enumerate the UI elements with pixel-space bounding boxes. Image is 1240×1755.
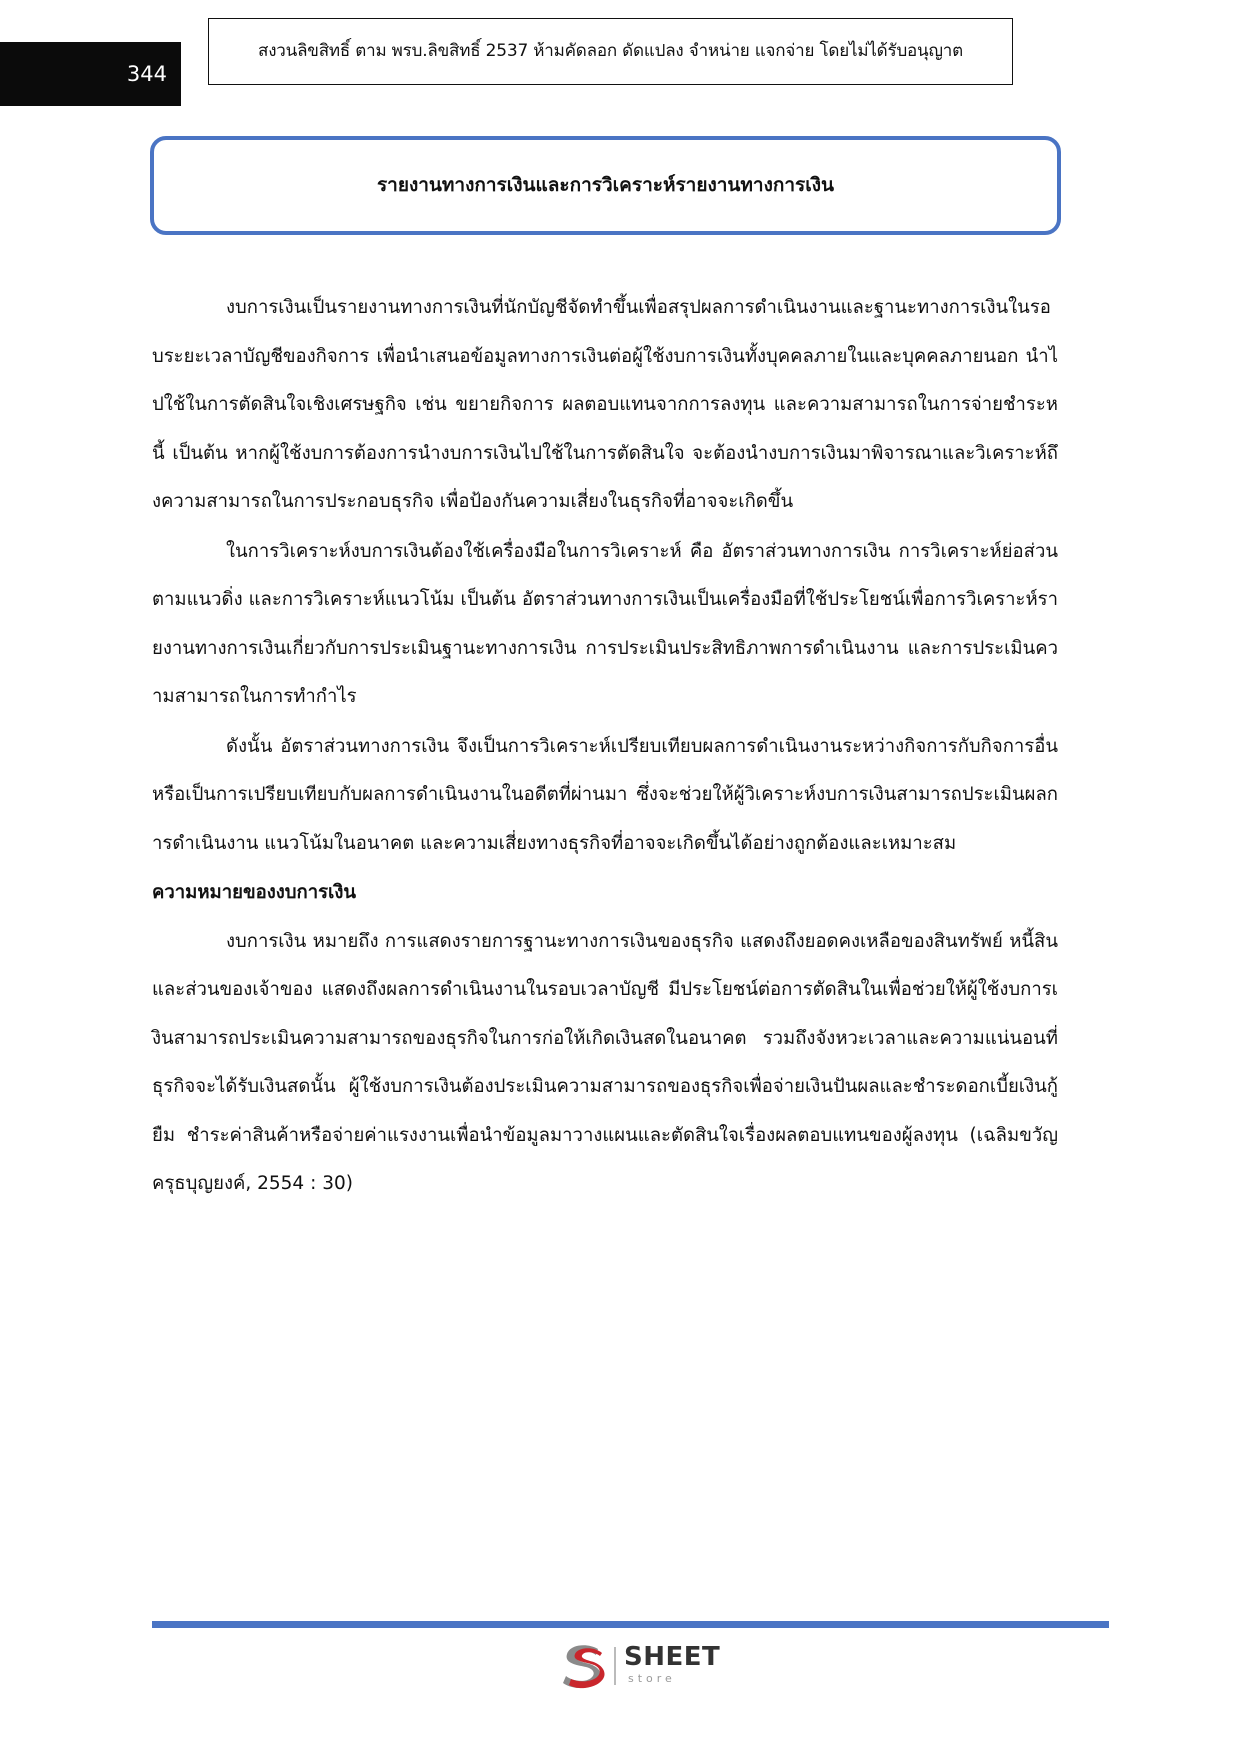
logo-name: SHEET [624, 1642, 721, 1672]
copyright-notice: สงวนลิขสิทธิ์ ตาม พรบ.ลิขสิทธิ์ 2537 ห้ามคัดลอก ดัดแปลง จำหน่าย แจกจ่าย โดยไม่ได้รับอนุญาต [208, 18, 1013, 85]
document-body [152, 284, 1058, 1210]
sheet-s-icon [558, 1641, 610, 1691]
section-heading: ความหมายของงบการเงิน [152, 882, 357, 903]
footer-divider [152, 1621, 1109, 1628]
page-number: 344 [0, 42, 181, 106]
logo-subtitle: store [628, 1672, 676, 1685]
chapter-title: รายงานทางการเงินและการวิเคราะห์รายงานทางการเงิน [150, 136, 1061, 235]
paragraph-intro: งบการเงินเป็นรายงานทางการเงินที่นักบัญชีจัดทำขึ้นเพื่อสรุปผลการดำเนินงานและฐานะทางการเงินในรอบระยะเวลาบัญชีของกิจการ เพื่อนำเสนอข้อมูลทางการเงินต่อผู้ใช้งบการเงินทั้งบุคคลภายในและบุคคลภายนอก นำไปใช้ในการตัดสินใจเชิงเศรษฐกิจ เช่น ขยายกิจการ ผลตอบแทนจากการลงทุน และความสามารถในการจ่ายชำระหนี้ เป็นต้น หากผู้ใช้งบการต้องการนำงบการเงินไปใช้ในการตัดสินใจ จะต้องนำงบการเงินมาพิจารณาและวิเคราะห์ถึงความสามารถในการประกอบธุรกิจ เพื่อป้องกันความเสี่ยงในธุรกิจที่อาจจะเกิดขึ้น [152, 297, 1058, 512]
paragraph-ratio-comparison: ดังนั้น อัตราส่วนทางการเงิน จึงเป็นการวิเคราะห์เปรียบเทียบผลการดำเนินงานระหว่างกิจการกับกิจการอื่น หรือเป็นการเปรียบเทียบกับผลการดำเนินงานในอดีตที่ผ่านมา ซึ่งจะช่วยให้ผู้วิเคราะห์งบการเงินสามารถประเมินผลการดำเนินงาน แนวโน้มในอนาคต และความเสี่ยงทางธุรกิจที่อาจจะเกิดขึ้นได้อย่างถูกต้องและเหมาะสม [152, 735, 1058, 854]
paragraph-analysis-tools: ในการวิเคราะห์งบการเงินต้องใช้เครื่องมือในการวิเคราะห์ คือ อัตราส่วนทางการเงิน การวิเคราะห์ย่อส่วนตามแนวดิ่ง และการวิเคราะห์แนวโน้ม เป็นต้น อัตราส่วนทางการเงินเป็นเครื่องมือที่ใช้ประโยชน์เพื่อการวิเคราะห์รายงานทางการเงินเกี่ยวกับการประเมินฐานะทางการเงิน การประเมินประสิทธิภาพการดำเนินงาน และการประเมินความสามารถในการทำกำไร [152, 540, 1058, 707]
paragraph-definition: งบการเงิน หมายถึง การแสดงรายการฐานะทางการเงินของธุรกิจ แสดงถึงยอดคงเหลือของสินทรัพย์ หนี้สิน และส่วนของเจ้าของ แสดงถึงผลการดำเนินงานในรอบเวลาบัญชี มีประโยชน์ต่อการตัดสินในเพื่อช่วยให้ผู้ใช้งบการเงินสามารถประเมินความสามารถของธุรกิจในการก่อให้เกิดเงินสดในอนาคต รวมถึงจังหวะเวลาและความแน่นอนที่ธุรกิจจะได้รับเงินสดนั้น ผู้ใช้งบการเงินต้องประเมินความสามารถของธุรกิจเพื่อจ่ายเงินปันผลและชำระดอกเบี้ยเงินกู้ยืม ชำระค่าสินค้าหรือจ่ายค่าแรงงานเพื่อนำข้อมูลมาวางแผนและตัดสินใจเรื่องผลตอบแทนของผู้ลงทุน (เฉลิมขวัญ ครุธบุญยงค์, 2554 : 30) [152, 930, 1058, 1194]
sheet-store-logo [558, 1641, 728, 1691]
logo-divider [614, 1647, 616, 1685]
